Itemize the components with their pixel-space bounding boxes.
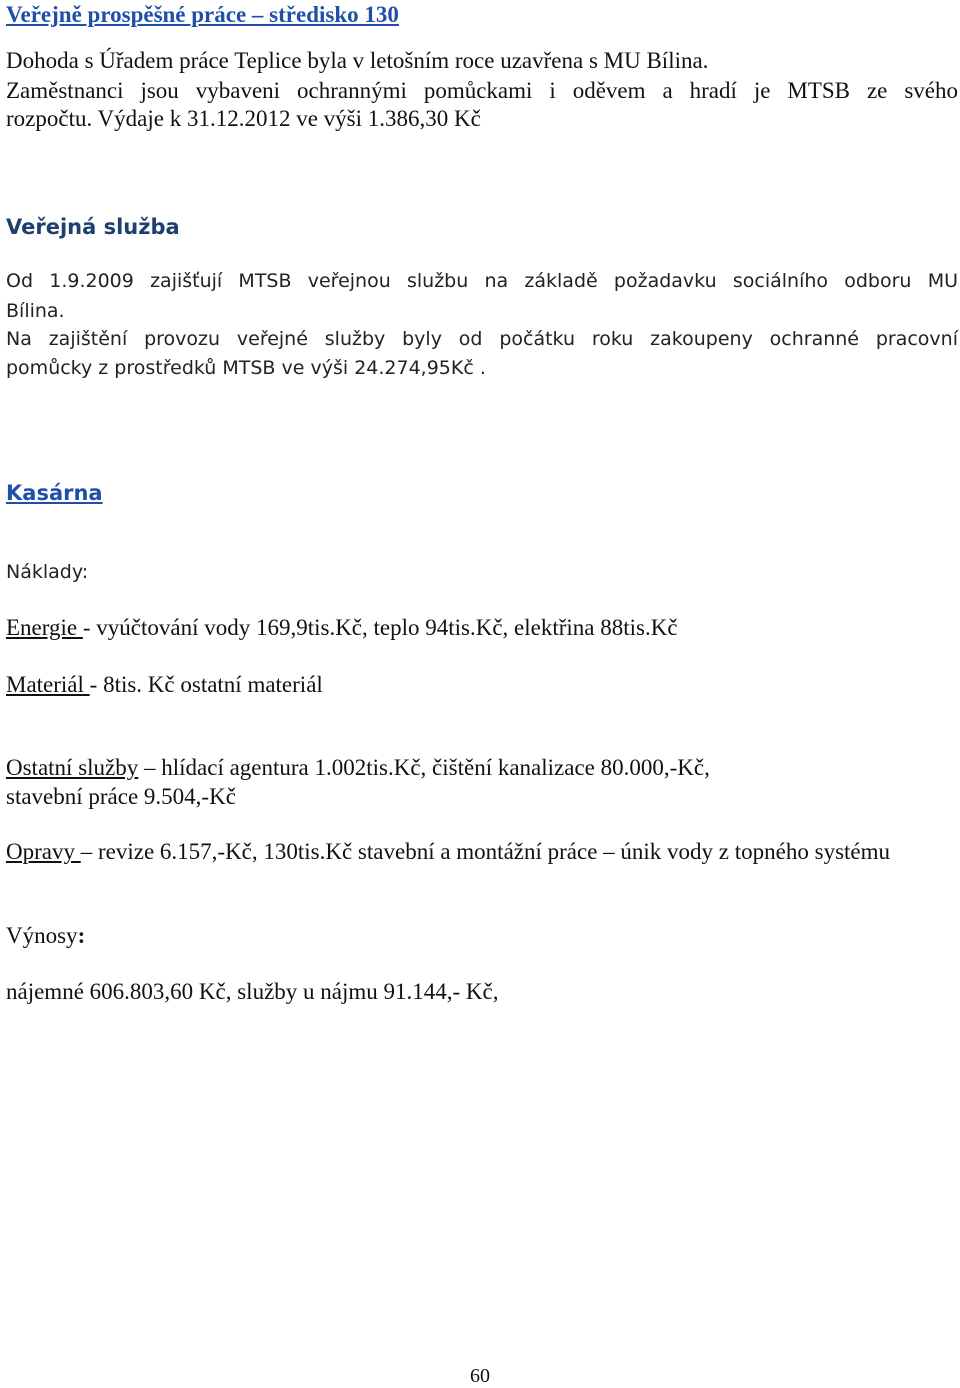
material-line xyxy=(6,670,323,700)
material-label: Materiál xyxy=(6,672,90,697)
paragraph-line: Bílina. xyxy=(6,300,65,322)
paragraph-line: Od 1.9.2009 zajišťují MTSB veřejnou službu na základě požadavku sociálního odboru MU xyxy=(6,270,958,292)
energie-text: - vyúčtování vody 169,9tis.Kč, teplo 94tis.Kč, elektřina 88tis.Kč xyxy=(82,615,678,640)
opravy-line xyxy=(6,837,890,867)
sluzby-line-2: stavební práce 9.504,-Kč xyxy=(6,784,236,809)
revenue-colon: : xyxy=(77,923,86,948)
sluzby-text: – hlídací agentura 1.002tis.Kč, čištění kanalizace 80.000,-Kč, xyxy=(138,755,710,780)
paragraph-line: Dohoda s Úřadem práce Teplice byla v letošním roce uzavřena s MU Bílina. xyxy=(6,48,709,73)
page-number: 60 xyxy=(470,1365,490,1387)
paragraph-line: Zaměstnanci jsou vybaveni ochrannými pomůckami i oděvem a hradí je MTSB ze svého xyxy=(6,78,958,103)
energie-label: Energie xyxy=(6,615,83,640)
sluzby-label: Ostatní služby xyxy=(6,755,139,780)
heading-verejna-sluzba: Veřejná služba xyxy=(6,215,180,239)
revenue-text: nájemné 606.803,60 Kč, služby u nájmu 91.144,- Kč, xyxy=(6,979,499,1004)
energie-line xyxy=(6,613,678,643)
opravy-text: – revize 6.157,-Kč, 130tis.Kč stavební a montážní práce – únik vody z topného systému xyxy=(80,839,891,864)
revenue-label: Výnosy xyxy=(6,923,78,948)
costs-label: Náklady: xyxy=(6,561,89,583)
heading-kasarna: Kasárna xyxy=(6,481,103,505)
paragraph-line: rozpočtu. Výdaje k 31.12.2012 ve výši 1.386,30 Kč xyxy=(6,106,481,131)
paragraph-line: pomůcky z prostředků MTSB ve výši 24.274,95Kč . xyxy=(6,357,486,379)
sluzby-line xyxy=(6,753,710,783)
heading-verejne-prospesne-prace: Veřejně prospěšné práce – středisko 130 xyxy=(6,2,399,27)
revenue-line xyxy=(6,921,85,951)
opravy-label: Opravy xyxy=(6,839,81,864)
paragraph-line: Na zajištění provozu veřejné služby byly od počátku roku zakoupeny ochranné pracovní xyxy=(6,328,958,350)
material-text: - 8tis. Kč ostatní materiál xyxy=(89,672,323,697)
